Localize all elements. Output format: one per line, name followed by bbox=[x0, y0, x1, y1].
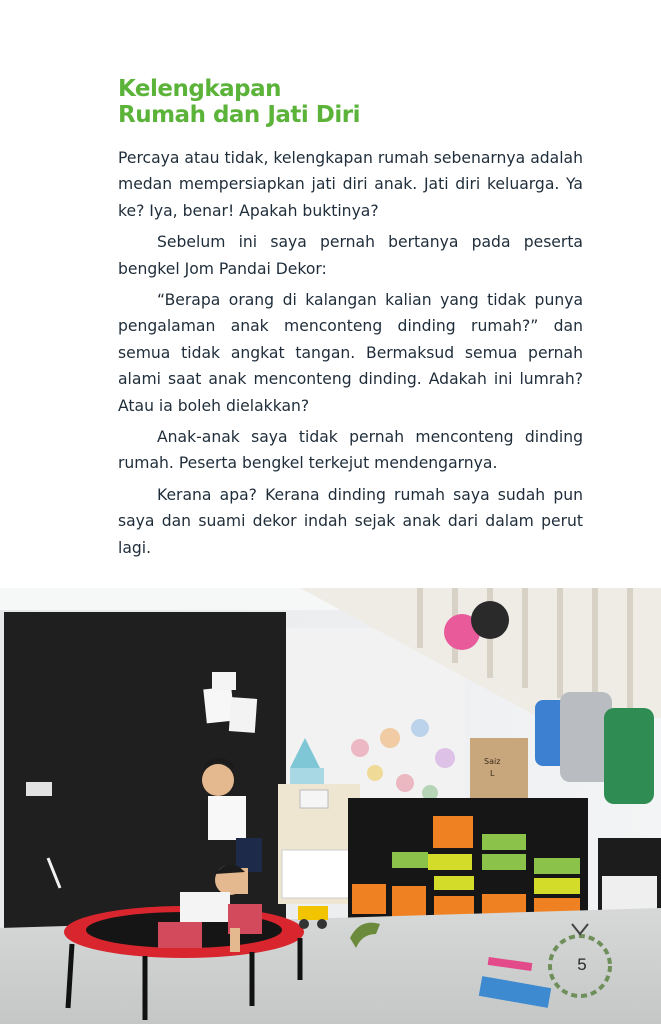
paragraph-2: Sebelum ini saya pernah bertanya pada peserta bengkel Jom Pandai Dekor: bbox=[118, 233, 583, 278]
box-sub-label: L bbox=[490, 769, 495, 778]
cardboard-box bbox=[470, 738, 528, 798]
wall-socket bbox=[26, 782, 52, 796]
paragraph-5: Kerana apa? Kerana dinding rumah saya sudah pun saya dan suami dekor indah sejak anak dari dalam perut lagi. bbox=[118, 485, 583, 557]
box-label: Saiz bbox=[484, 757, 501, 766]
black-helmet bbox=[471, 601, 509, 639]
green-bag bbox=[604, 708, 654, 804]
playroom-photo bbox=[0, 588, 661, 1024]
paragraph-1: Percaya atau tidak, kelengkapan rumah sebenarnya adalah medan mempersiapkan jati diri anak. Jati diri keluarga. Ya ke? Iya, benar! Apakah buktinya? bbox=[118, 149, 583, 220]
paragraph-4: Anak-anak saya tidak pernah menconteng dinding rumah. Peserta bengkel terkejut mendengarnya. bbox=[118, 428, 583, 473]
body-text bbox=[118, 145, 583, 566]
heading-line-1: Kelengkapan bbox=[118, 76, 282, 102]
page-number: 5 bbox=[577, 955, 587, 974]
playroom-illustration bbox=[0, 588, 661, 1024]
section-heading bbox=[118, 76, 360, 128]
paragraph-3: “Berapa orang di kalangan kalian yang tidak punya pengalaman anak menconteng dinding rumah?” dan semua tidak angkat tangan. Bermaksud semua pernah alami saat anak menconteng dinding. Adakah ini lumrah? Atau ia boleh dielakkan? bbox=[118, 291, 583, 415]
toy-truck bbox=[298, 906, 328, 920]
heading-line-2: Rumah dan Jati Diri bbox=[118, 102, 360, 128]
